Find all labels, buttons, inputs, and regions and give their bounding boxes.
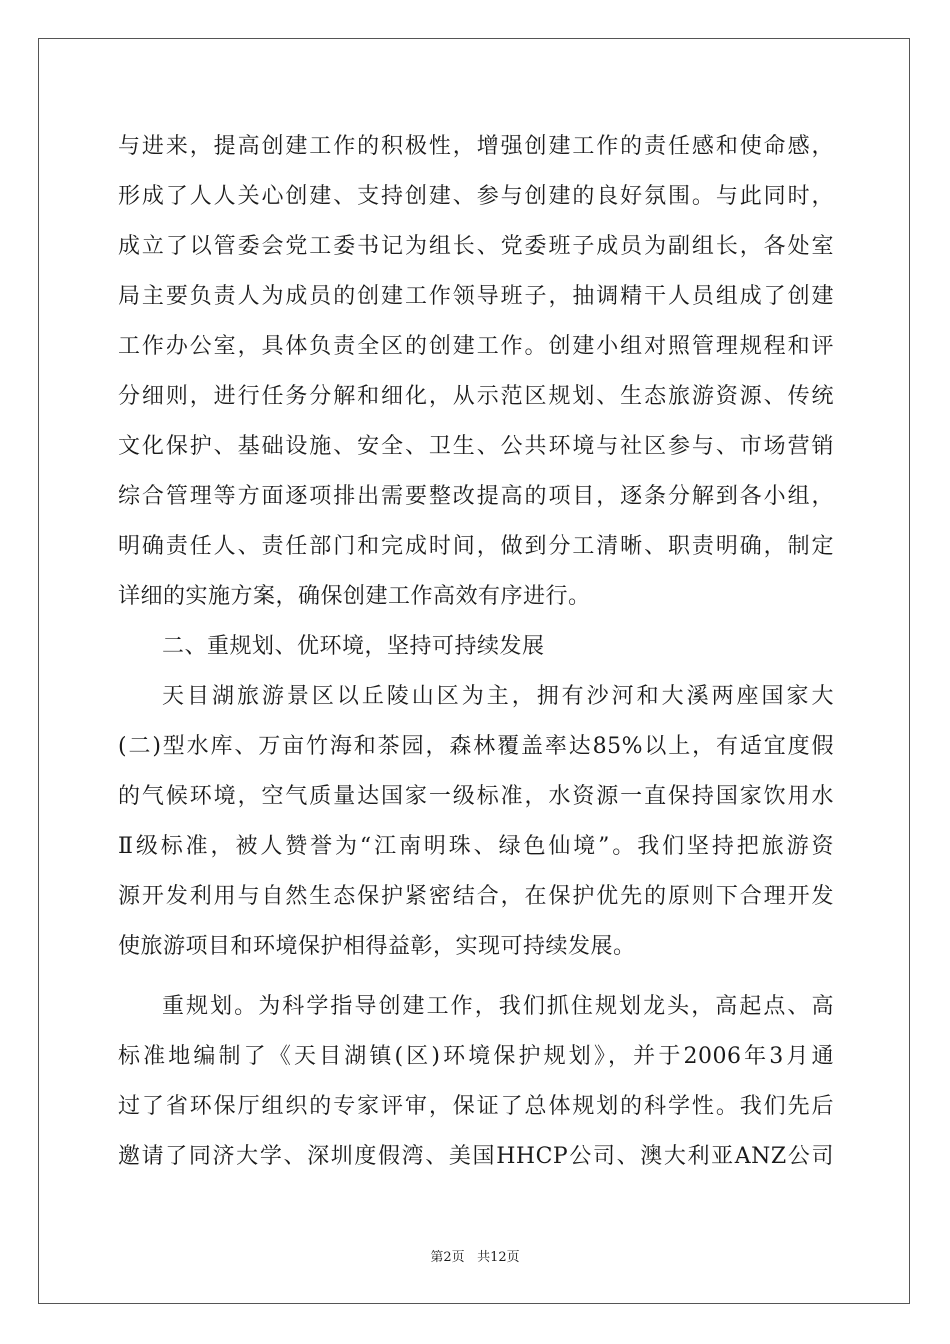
text-line: 工作办公室，具体负责全区的创建工作。创建小组对照管理规程和评 <box>118 334 834 359</box>
text-line: 标准地编制了《天目湖镇(区)环境保护规划》，并于2006年3月通 <box>118 1044 834 1069</box>
document-body <box>118 122 834 1182</box>
text-line: 成立了以管委会党工委书记为组长、党委班子成员为副组长，各处室 <box>118 234 834 259</box>
page-total: 共12页 <box>477 1250 520 1265</box>
text-line: 分细则，进行任务分解和细化，从示范区规划、生态旅游资源、传统 <box>118 384 834 409</box>
section-heading: 二、重规划、优环境，坚持可持续发展 <box>162 634 545 659</box>
text-line: 源开发利用与自然生态保护紧密结合，在保护优先的原则下合理开发 <box>118 884 834 909</box>
text-line: 的气候环境，空气质量达国家一级标准，水资源一直保持国家饮用水 <box>118 784 834 809</box>
text-line: 邀请了同济大学、深圳度假湾、美国HHCP公司、澳大利亚ANZ公司 <box>118 1144 834 1169</box>
text-line: 形成了人人关心创建、支持创建、参与创建的良好氛围。与此同时， <box>118 184 834 209</box>
text-line: 文化保护、基础设施、安全、卫生、公共环境与社区参与、市场营销 <box>118 434 834 459</box>
text-line: 重规划。为科学指导创建工作，我们抓住规划龙头，高起点、高 <box>162 994 834 1019</box>
text-line: (二)型水库、万亩竹海和茶园，森林覆盖率达85%以上，有适宜度假 <box>118 734 834 759</box>
text-line: 详细的实施方案，确保创建工作高效有序进行。 <box>118 584 591 609</box>
text-line: 综合管理等方面逐项排出需要整改提高的项目，逐条分解到各小组， <box>118 484 834 509</box>
text-line: 与进来，提高创建工作的积极性，增强创建工作的责任感和使命感， <box>118 134 834 159</box>
text-line: 天目湖旅游景区以丘陵山区为主，拥有沙河和大溪两座国家大 <box>162 684 834 709</box>
text-line: 局主要负责人为成员的创建工作领导班子，抽调精干人员组成了创建 <box>118 284 834 309</box>
page-footer <box>0 1246 950 1265</box>
text-line: Ⅱ级标准，被人赞誉为“江南明珠、绿色仙境”。我们坚持把旅游资 <box>118 834 834 859</box>
text-line: 使旅游项目和环境保护相得益彰，实现可持续发展。 <box>118 934 636 959</box>
text-line: 过了省环保厅组织的专家评审，保证了总体规划的科学性。我们先后 <box>118 1094 834 1119</box>
page-number: 第2页 <box>430 1250 465 1265</box>
text-line: 明确责任人、责任部门和完成时间，做到分工清晰、职责明确，制定 <box>118 534 834 559</box>
paragraph-gap <box>118 972 834 982</box>
